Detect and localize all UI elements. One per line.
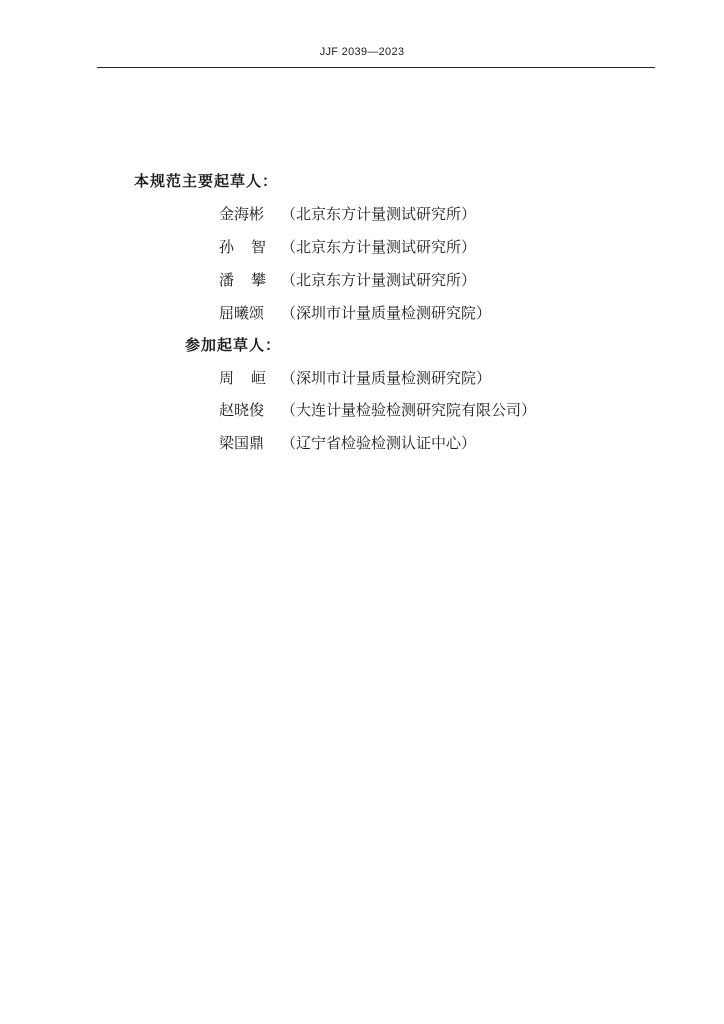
drafter-name-char: 峘	[250, 369, 266, 387]
standard-code-header: JJF 2039—2023	[319, 46, 405, 58]
drafter-organization: （深圳市计量质量检测研究院）	[281, 304, 492, 322]
drafter-name-char: 智	[250, 238, 266, 256]
drafter-organization: （北京东方计量测试研究所）	[281, 271, 477, 289]
drafter-name-char: 周	[219, 369, 235, 387]
drafter-organization: （北京东方计量测试研究所）	[281, 238, 477, 256]
drafter-name	[219, 269, 266, 290]
main-drafter-row	[219, 236, 476, 257]
drafter-name: 金海彬	[219, 205, 265, 223]
drafter-name-char: 孙	[219, 238, 235, 256]
header-divider	[97, 67, 655, 68]
participating-drafter-row	[219, 432, 476, 453]
main-drafter-row	[219, 302, 491, 323]
drafter-name: 屈曦颂	[219, 304, 265, 322]
drafter-organization: （北京东方计量测试研究所）	[281, 205, 477, 223]
participating-drafter-row	[219, 399, 536, 420]
main-drafters-heading: 本规范主要起草人：	[134, 172, 279, 190]
drafter-name	[219, 236, 266, 257]
participating-drafters-heading: 参加起草人：	[185, 336, 282, 354]
drafter-organization: （大连计量检验检测研究院有限公司）	[281, 401, 537, 419]
drafter-name	[219, 367, 266, 388]
participating-drafter-row	[219, 367, 491, 388]
drafter-name: 梁国鼎	[219, 434, 265, 452]
drafter-organization: （辽宁省检验检测认证中心）	[281, 434, 477, 452]
drafter-name-char: 潘	[219, 271, 235, 289]
drafter-name-char: 攀	[250, 271, 266, 289]
main-drafter-row	[219, 269, 476, 290]
drafter-organization: （深圳市计量质量检测研究院）	[281, 369, 492, 387]
drafter-name: 赵晓俊	[219, 401, 265, 419]
main-drafter-row	[219, 203, 476, 224]
